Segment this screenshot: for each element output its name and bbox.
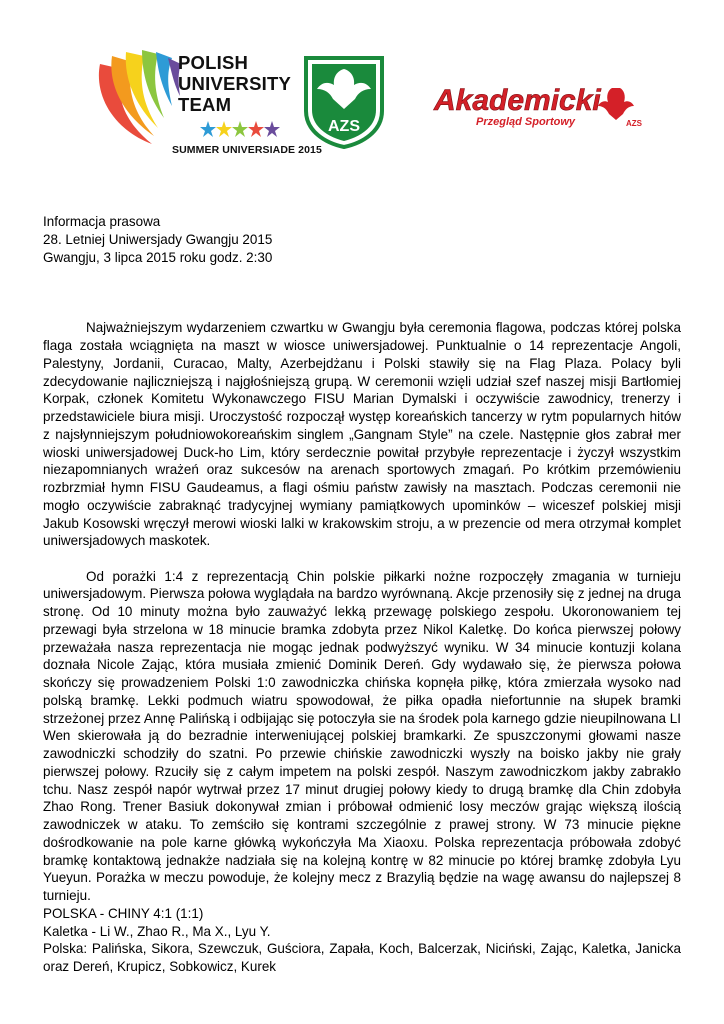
akademicki-logo-graphic — [432, 80, 644, 130]
press-info-label: Informacja prasowa — [43, 214, 161, 229]
match-lineup: Polska: Palińska, Sikora, Szewczuk, Guściora, Zapała, Koch, Balcerzak, Niciński, Zając, Kaletka, Janicka oraz Dereń, Krupicz, Sobkowicz, Kurek — [43, 941, 681, 975]
universiade-flame-icon — [92, 44, 182, 154]
apk-eagle-icon — [598, 88, 634, 120]
polish-university-team-logo — [92, 44, 322, 164]
put-title — [178, 52, 291, 115]
match-scorers: Kaletka - Li W., Zhao R., Ma X., Lyu Y. — [43, 923, 271, 939]
put-title-line-3: TEAM — [178, 94, 232, 115]
apk-title: Akademicki — [434, 84, 601, 117]
akademicki-przeglad-sportowy-logo — [432, 80, 644, 130]
put-title-line-2: UNIVERSITY — [178, 73, 292, 94]
press-info-event: 28. Letniej Uniwersjady Gwangju 2015 — [43, 231, 273, 247]
apk-subtitle: Przegląd Sportowy — [476, 116, 576, 128]
azs-shield-icon — [303, 55, 385, 149]
stars-icon — [200, 120, 280, 140]
press-info-date: Gwangju, 3 lipca 2015 roku godz. 2:30 — [43, 249, 273, 265]
azs-logo — [303, 55, 385, 149]
paragraph-football-match: Od porażki 1:4 z reprezentacją Chin polskie piłkarki nożne rozpoczęły zmagania w turnieju uniwersjadowym. Pierwsza połowa wyglądała na bardzo wyrównaną. Akcje przenosiły się z jednej na druga stronę. Od 10 minuty można było zauważyć lekką przewagę polskiego zespołu. Ukoronowaniem tej przewagi była strzelona w 18 minucie bramka zdobyta przez Nikol Kaletkę. Do końca pierwszej połowy przeważała nasza reprezentacja nie mogąc jednak podwyższyć wyniku. W 34 minucie kontuzji kolana doznała Nicole Zając, która musiała zmienić Dominik Dereń. Gdy wydawało się, że pierwsza połowa skończy się prowadzeniem Polski 1:0 zawodniczka chińska kopnęła piłkę, która zmierzała wysoko nad polską bramkę. Lekki podmuch wiatru spowodował, że piłka opadła niefortunnie na słupek bramki strzeżonej przez Annę Palińską i odbijając się potoczyła sie na środek pola karnego gdzie nieupilnowana LI Wen skierowała ją do bezradnie interweniującej polskiej bramkarki. Ze spuszczonymi głowami nasze zawodniczki schodziły do szatni. Po przewie chińskie zawodniczki wyszły na boisko jakby nie grały pierwszej połowy. Rzuciły się z całym impetem na polski zespół. Naszym zawodniczkom jakby zabrakło tchu. Nasz zespół napór wytrwał przez 17 minut drugiej połowy kiedy to drugą bramkę dla Chin zdobyła Zhao Rong. Trener Basiuk dokonywał zmian i próbował odmienić losy meczów grając większą ilością zawodniczek w ataku. To zemściło się kontrami szczególnie z prawej strony. W 73 minucie piękne dośrodkowanie na pole karne główką wykończyła Ma Xiaoxu. Polska reprezentacja próbowała zdobyć bramkę kontaktową jednakże nadziała się na kolejną kontrę w 82 minucie po której bramkę zdobyła Lyu Yueyun. Porażka w meczu powoduje, że kolejny mecz z Brazylią będzie na wagę awansu do najlepszej 8 turnieju. — [43, 568, 681, 904]
paragraph-flag-ceremony: Najważniejszym wydarzeniem czwartku w Gwangju była ceremonia flagowa, podczas której polska flaga została wciągnięta na maszt w wiosce uniwersjadowej. Punktualnie o 14 reprezentacje Angoli, Palestyny, Jordanii, Curacao, Malty, Azerbejdżanu i Polski stawiły się na Flag Plaza. Polacy byli zdecydowanie najliczniejszą i najgłośniejszą grupą. W ceremonii wzięli udział szef naszej misji Bartłomiej Korpak, członek Komitetu Wykonawczego FISU Marian Dymalski i oczywiście zawodnicy, trenerzy i przedstawiciele biura misji. Uroczystość rozpoczął występ koreańskich tancerzy w rytm popularnych hitów z najsłynniejszym południowokoreańskim singlem „Gangnam Style” na czele. Następnie głos zabrał mer wioski uniwersjadowej Duck-ho Lim, który serdecznie powitał przybyłe reprezentacje i życzył wszystkim niezapomnianych wrażeń oraz sukcesów na arenach sportowych zmagań. Po krótkim przemówieniu rozbrzmiał hymn FISU Gaudeamus, a flagi ośmiu państw zawisły na masztach. Podczas ceremonii nie mogło oczywiście zabraknąć tradycyjnej wymiany pamiątkowych upominków – wiceszef polskiej misji Jakub Kosowski wręczył merowi wioski lalki w krakowskim stroju, a w prezencie od mera otrzymał komplet uniwersjadowych maskotek. — [43, 320, 681, 549]
press-release-body — [43, 213, 681, 976]
azs-logo-text: AZS — [328, 118, 360, 135]
match-score: POLSKA - CHINY 4:1 (1:1) — [43, 905, 204, 921]
put-title-line-1: POLISH — [178, 52, 249, 73]
header — [0, 0, 724, 170]
put-subtitle: SUMMER UNIVERSIADE 2015 — [172, 144, 322, 156]
apk-badge: AZS — [626, 119, 642, 128]
